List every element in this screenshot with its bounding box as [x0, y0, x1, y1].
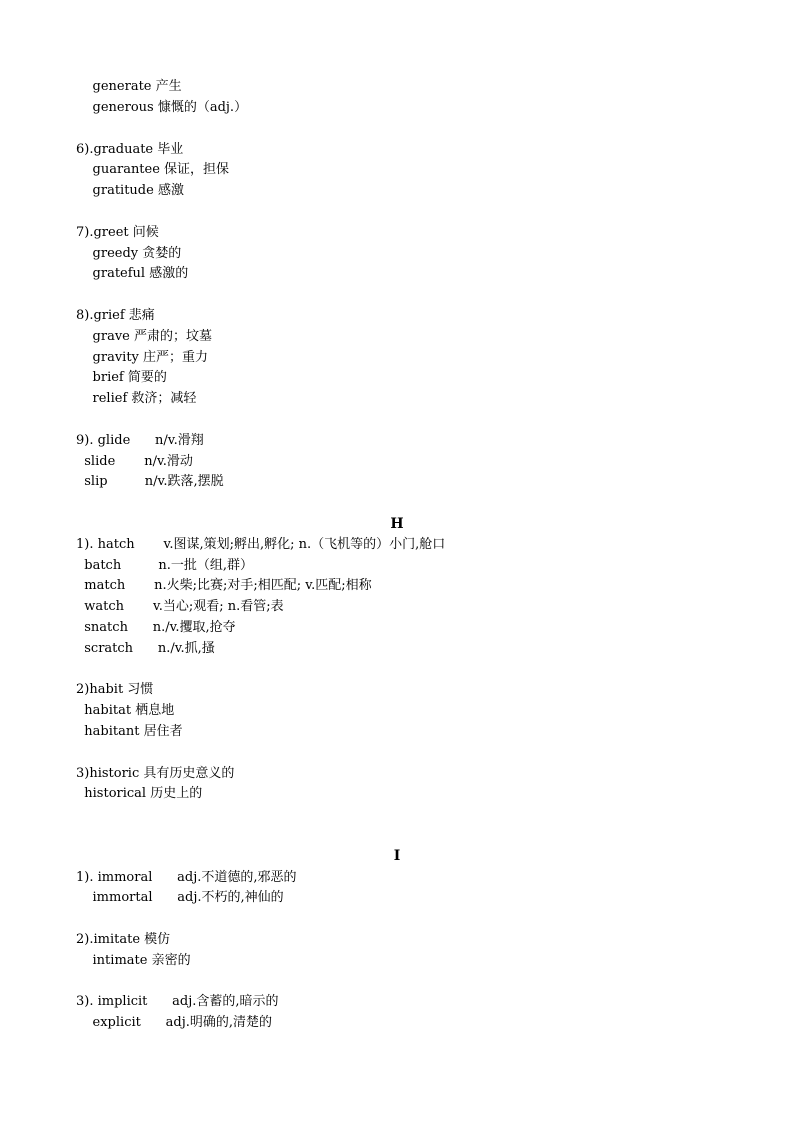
text-line: greedy 贪婪的	[76, 246, 182, 261]
text-line: historical 历史上的	[76, 786, 203, 801]
text-line: brief 简要的	[76, 370, 167, 385]
text-line: intimate 亲密的	[76, 953, 191, 968]
text-line: generate 产生	[76, 79, 182, 94]
text-line: explicit adj.明确的,清楚的	[76, 1015, 273, 1030]
text-line: 8).grief 悲痛	[76, 308, 155, 323]
text-line: immortal adj.不朽的,神仙的	[76, 890, 284, 905]
text-line: 3). implicit adj.含蓄的,暗示的	[76, 994, 279, 1009]
text-line: 7).greet 问候	[76, 225, 159, 240]
text-line: gravity 庄严；重力	[76, 350, 209, 365]
section-heading-i: I	[393, 848, 401, 864]
text-line: watch v.当心;观看; n.看管;表	[76, 599, 284, 614]
text-line: batch n.一批（组,群）	[76, 558, 254, 573]
text-line: 2)habit 习惯	[76, 682, 154, 697]
text-line: slide n/v.滑动	[76, 454, 193, 469]
text-line: scratch n./v.抓,搔	[76, 641, 215, 656]
text-line: habitant 居住者	[76, 724, 183, 739]
text-line: 1). immoral adj.不道德的,邪恶的	[76, 870, 297, 885]
text-line: 1). hatch v.图谋,策划;孵出,孵化; n.（飞机等的）小门,舱口	[76, 537, 446, 552]
text-line: relief 救济；减轻	[76, 391, 197, 406]
text-line: grave 严肃的；坟墓	[76, 329, 212, 344]
text-line: snatch n./v.攫取,抢夺	[76, 620, 236, 635]
text-line: slip n/v.跌落,摆脱	[76, 474, 224, 489]
text-line: 9). glide n/v.滑翔	[76, 433, 204, 448]
text-line: habitat 栖息地	[76, 703, 175, 718]
text-line: match n.火柴;比赛;对手;相匹配; v.匹配;相称	[76, 578, 372, 593]
text-line: guarantee 保证，担保	[76, 162, 230, 177]
section-heading-h: H	[390, 516, 404, 532]
text-line: gratitude 感激	[76, 183, 184, 198]
text-line: generous 慷慨的（adj.）	[76, 100, 248, 115]
text-line: 2).imitate 模仿	[76, 932, 171, 947]
text-line: 6).graduate 毕业	[76, 142, 184, 157]
text-line: grateful 感激的	[76, 266, 189, 281]
text-line: 3)historic 具有历史意义的	[76, 766, 235, 781]
